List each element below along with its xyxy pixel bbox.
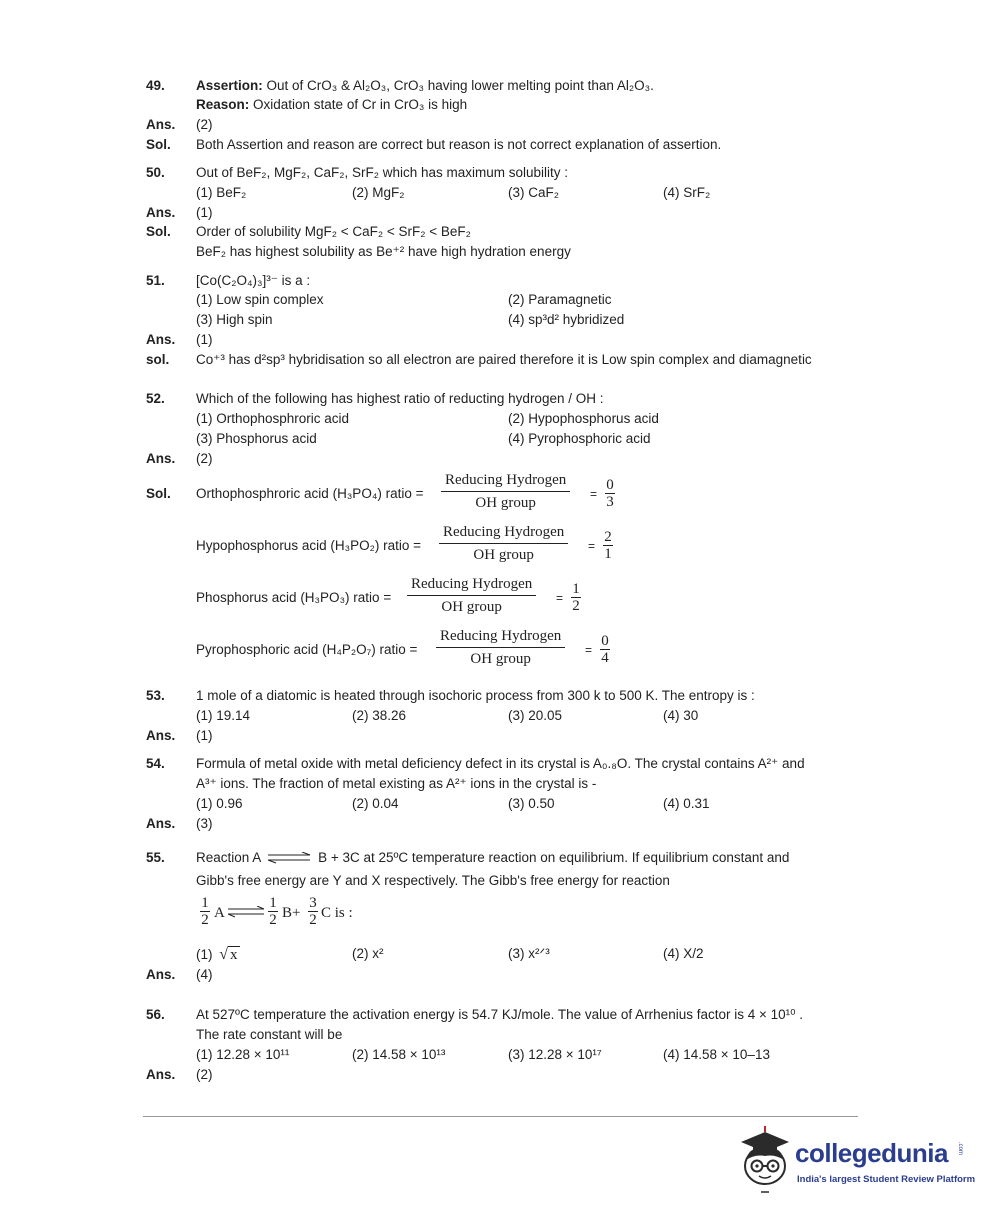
q52-option-4: (4) Pyrophosphoric acid xyxy=(508,431,651,446)
q55-option-3: (3) x²ᐟ³ xyxy=(508,946,550,961)
ratio-numerator: 2 xyxy=(604,529,612,545)
brand-logo-text: collegedunia xyxy=(795,1138,948,1168)
q56-ans-label: Ans. xyxy=(146,1067,176,1082)
q51-sol-label: sol. xyxy=(146,352,170,367)
q51-sol: Co⁺³ has d²sp³ hybridisation so all electron are paired therefore it is Low spin complex and diamagnetic xyxy=(196,352,812,367)
q53-ans-label: Ans. xyxy=(146,728,176,743)
ratio-fraction xyxy=(439,524,568,564)
footer-divider xyxy=(143,1116,858,1117)
q50-sol-line2: BeF₂ has highest solubility as Be⁺² have high hydration energy xyxy=(196,244,571,259)
fraction-denominator: 2 xyxy=(201,912,209,928)
q51-option-4: (4) sp³d² hybridized xyxy=(508,312,625,327)
ratio-denominator: 3 xyxy=(606,494,614,510)
fraction-numerator: 1 xyxy=(269,895,277,911)
assertion-label: Assertion: xyxy=(196,78,263,93)
q53-option-4: (4) 30 xyxy=(663,708,699,723)
q51-ans: (1) xyxy=(196,332,213,347)
fraction-denominator: OH group xyxy=(439,543,568,564)
equals-sign: = xyxy=(588,539,596,553)
coefficient-fraction xyxy=(268,895,278,928)
q50-question: Out of BeF₂, MgF₂, CaF₂, SrF₂ which has maximum solubility : xyxy=(196,165,569,180)
q54-option-2: (2) 0.04 xyxy=(352,796,399,811)
ratio-fraction xyxy=(436,628,565,668)
ratio-value xyxy=(571,581,581,614)
ratio-value xyxy=(605,477,615,510)
ratio-fraction xyxy=(407,576,536,616)
q52-option-1: (1) Orthophosphroric acid xyxy=(196,411,350,426)
q55-number: 55. xyxy=(146,850,165,865)
fraction-denominator: OH group xyxy=(407,595,536,616)
fraction-numerator: Reducing Hydrogen xyxy=(411,576,533,592)
fraction-denominator: OH group xyxy=(441,491,570,512)
q54-question-line1: Formula of metal oxide with metal deficiency defect in its crystal is A₀.₈O. The crystal contains A²⁺ and xyxy=(196,756,805,771)
q56-question-line1: At 527ºC temperature the activation energy is 54.7 KJ/mole. The value of Arrhenius factor is 4 × 10¹⁰ . xyxy=(196,1007,804,1022)
q56-option-1: (1) 12.28 × 10¹¹ xyxy=(196,1047,290,1062)
equals-sign: = xyxy=(590,487,598,501)
q52-ans: (2) xyxy=(196,451,213,466)
reason-text: Oxidation state of Cr in CrO₃ is high xyxy=(249,97,468,112)
q56-ans: (2) xyxy=(196,1067,213,1082)
q50-option-1: (1) BeF₂ xyxy=(196,185,247,200)
q54-ans: (3) xyxy=(196,816,213,831)
q56-option-3: (3) 12.28 × 10¹⁷ xyxy=(508,1047,602,1062)
equilibrium-arrow-icon xyxy=(266,852,312,864)
equilibrium-arrow-icon xyxy=(226,906,266,918)
fraction-numerator: 1 xyxy=(201,895,209,911)
q50-ans-label: Ans. xyxy=(146,205,176,220)
coefficient-fraction xyxy=(200,895,210,928)
q52-sol-label: Sol. xyxy=(146,486,171,501)
q53-option-3: (3) 20.05 xyxy=(508,708,563,723)
q55-ans: (4) xyxy=(196,967,213,982)
q53-option-2: (2) 38.26 xyxy=(352,708,407,723)
q50-sol-line1: Order of solubility MgF₂ < CaF₂ < SrF₂ < BeF₂ xyxy=(196,224,471,239)
fraction-numerator: 3 xyxy=(309,895,317,911)
q54-number: 54. xyxy=(146,756,165,771)
ratio-numerator: 1 xyxy=(572,581,580,597)
q51-option-3: (3) High spin xyxy=(196,312,273,327)
q49-sol: Both Assertion and reason are correct but reason is not correct explanation of assertion. xyxy=(196,137,722,152)
sqrt-icon: √ xyxy=(219,946,229,963)
q53-option-1: (1) 19.14 xyxy=(196,708,251,723)
species-c: C is : xyxy=(321,905,353,921)
q54-option-3: (3) 0.50 xyxy=(508,796,555,811)
q55-question-line1 xyxy=(196,850,789,865)
coefficient-fraction xyxy=(308,895,318,928)
q54-option-4: (4) 0.31 xyxy=(663,796,710,811)
q53-ans: (1) xyxy=(196,728,213,743)
fraction-denominator: 2 xyxy=(269,912,277,928)
q51-question: [Co(C₂O₄)₃]³⁻ is a : xyxy=(196,273,311,288)
species-a: A xyxy=(214,905,225,921)
q50-option-4: (4) SrF₂ xyxy=(663,185,711,200)
ratio-label: Orthophosphroric acid (H₃PO₄) ratio = xyxy=(196,486,424,501)
ratio-label: Hypophosphorus acid (H₃PO₂) ratio = xyxy=(196,538,421,553)
fraction-denominator: 2 xyxy=(309,912,317,928)
reaction-suffix: B + 3C at 25ºC temperature reaction on equilibrium. If equilibrium constant and xyxy=(318,850,790,865)
option-prefix: (1) xyxy=(196,947,213,962)
q50-option-2: (2) MgF₂ xyxy=(352,185,405,200)
q49-reason xyxy=(196,97,467,112)
radicand: x xyxy=(230,947,238,963)
equals-sign: = xyxy=(585,643,593,657)
q51-option-1: (1) Low spin complex xyxy=(196,292,324,307)
q50-sol-label: Sol. xyxy=(146,224,171,239)
fraction-numerator: Reducing Hydrogen xyxy=(440,628,562,644)
collegedunia-mascot-icon xyxy=(735,1126,795,1198)
q52-option-2: (2) Hypophosphorus acid xyxy=(508,411,659,426)
q51-number: 51. xyxy=(146,273,165,288)
q50-ans: (1) xyxy=(196,205,213,220)
q56-option-4: (4) 14.58 × 10–13 xyxy=(663,1047,770,1062)
q54-question-line2: A³⁺ ions. The fraction of metal existing as A²⁺ ions in the crystal is - xyxy=(196,776,597,791)
q51-ans-label: Ans. xyxy=(146,332,176,347)
q50-option-3: (3) CaF₂ xyxy=(508,185,559,200)
ratio-value xyxy=(603,529,613,562)
q49-assertion xyxy=(196,78,654,93)
q52-option-3: (3) Phosphorus acid xyxy=(196,431,317,446)
ratio-numerator: 0 xyxy=(601,633,609,649)
q56-option-2: (2) 14.58 × 10¹³ xyxy=(352,1047,446,1062)
q53-number: 53. xyxy=(146,688,165,703)
ratio-fraction xyxy=(441,472,570,512)
fraction-denominator: OH group xyxy=(436,647,565,668)
ratio-denominator: 4 xyxy=(601,650,609,666)
q54-ans-label: Ans. xyxy=(146,816,176,831)
q49-ans: (2) xyxy=(196,117,213,132)
ratio-label: Phosphorus acid (H₃PO₃) ratio = xyxy=(196,590,392,605)
ratio-value xyxy=(600,633,610,666)
q52-number: 52. xyxy=(146,391,165,406)
ratio-numerator: 0 xyxy=(606,477,614,493)
q50-number: 50. xyxy=(146,165,165,180)
q52-question: Which of the following has highest ratio of reducting hydrogen / OH : xyxy=(196,391,604,406)
ratio-label: Pyrophosphoric acid (H₄P₂O₇) ratio = xyxy=(196,642,418,657)
q51-option-2: (2) Paramagnetic xyxy=(508,292,612,307)
q49-number: 49. xyxy=(146,78,165,93)
q55-ans-label: Ans. xyxy=(146,967,176,982)
q56-question-line2: The rate constant will be xyxy=(196,1027,343,1042)
assertion-text: Out of CrO₃ & Al₂O₃, CrO₃ having lower melting point than Al₂O₃. xyxy=(262,78,654,93)
q55-option-2: (2) x² xyxy=(352,946,384,961)
q56-number: 56. xyxy=(146,1007,165,1022)
fraction-numerator: Reducing Hydrogen xyxy=(443,524,565,540)
q52-ans-label: Ans. xyxy=(146,451,176,466)
brand-suffix: .com xyxy=(957,1142,963,1156)
brand-tagline: India's largest Student Review Platform xyxy=(797,1174,976,1185)
species-b: B+ xyxy=(282,905,301,921)
q55-option-4: (4) X/2 xyxy=(663,946,704,961)
q49-ans-label: Ans. xyxy=(146,117,176,132)
reason-label: Reason: xyxy=(196,97,250,112)
q55-option-1 xyxy=(196,946,240,964)
q53-question: 1 mole of a diatomic is heated through isochoric process from 300 k to 500 K. The entropy is : xyxy=(196,688,755,703)
q54-option-1: (1) 0.96 xyxy=(196,796,243,811)
q55-question-line2: Gibb's free energy are Y and X respectively. The Gibb's free energy for reaction xyxy=(196,873,670,888)
ratio-denominator: 2 xyxy=(572,598,580,614)
ratio-denominator: 1 xyxy=(604,546,612,562)
equals-sign: = xyxy=(556,591,564,605)
reaction-prefix: Reaction A xyxy=(196,850,261,865)
fraction-numerator: Reducing Hydrogen xyxy=(445,472,567,488)
q49-sol-label: Sol. xyxy=(146,137,171,152)
